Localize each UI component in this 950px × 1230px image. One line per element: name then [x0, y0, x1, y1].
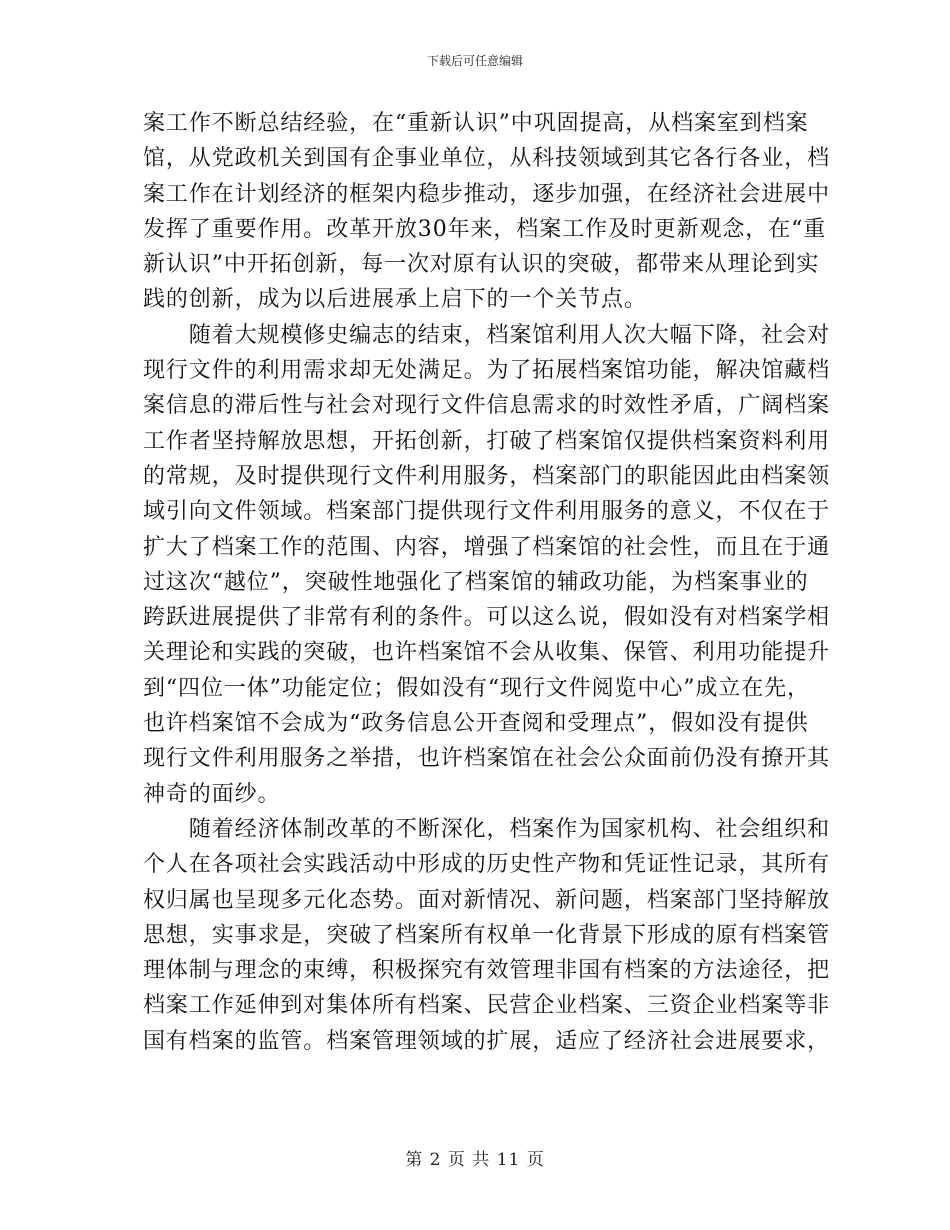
text-line: 个人在各项社会实践活动中形成的历史性产物和凭证性记录，其所有: [143, 852, 831, 878]
text-line: 馆，从党政机关到国有企事业单位，从科技领域到其它各行各业，档: [143, 146, 831, 172]
text-line: 跨跃进展提供了非常有利的条件。可以这么说，假如没有对档案学相: [143, 605, 831, 631]
text-line: 理体制与理念的束缚，积极探究有效管理非国有档案的方法途径，把: [143, 958, 831, 984]
text-line: 档案工作延伸到对集体所有档案、民营企业档案、三资企业档案等非: [143, 993, 831, 1019]
text-line: 现行文件的利用需求却无处满足。为了拓展档案馆功能，解决馆藏档: [143, 358, 831, 384]
text-line: 思想，实事求是，突破了档案所有权单一化背景下形成的原有档案管: [143, 922, 831, 948]
text-line: 关理论和实践的突破，也许档案馆不会从收集、保管、利用功能提升: [143, 640, 831, 666]
text-line: 现行文件利用服务之举措，也许档案馆在社会公众面前仍没有撩开其: [143, 746, 831, 772]
text-line: 案工作不断总结经验，在“重新认识”中巩固提高，从档案室到档案: [143, 111, 809, 136]
text-line: 神奇的面纱。: [143, 781, 281, 807]
text-line: 随着经济体制改革的不断深化，档案作为国家机构、社会组织和: [143, 816, 831, 842]
text-line: 的常规，及时提供现行文件利用服务，档案部门的职能因此由档案领: [143, 463, 831, 489]
text-line: 案工作在计划经济的框架内稳步推动，逐步加强，在经济社会进展中: [143, 181, 831, 207]
text-line: 随着大规模修史编志的结束，档案馆利用人次大幅下降，社会对: [143, 322, 831, 348]
text-line: 发挥了重要作用。改革开放30年来，档案工作及时更新观念，在“重: [143, 216, 827, 242]
text-line: 国有档案的监管。档案管理领域的扩展，适应了经济社会进展要求，: [143, 1028, 831, 1054]
text-line: 域引向文件领域。档案部门提供现行文件利用服务的意义，不仅在于: [143, 499, 831, 525]
text-line: 践的创新，成为以后进展承上启下的一个关节点。: [143, 287, 647, 313]
body-text: [143, 106, 831, 1059]
text-line: 权归属也呈现多元化态势。面对新情况、新问题，档案部门坚持解放: [143, 887, 831, 913]
text-line: 工作者坚持解放思想，开拓创新，打破了档案馆仅提供档案资料利用: [143, 428, 831, 454]
page-header: 下载后可任意编辑: [426, 54, 523, 68]
text-line: 新认识”中开拓创新，每一次对原有认识的突破，都带来从理论到实: [143, 252, 820, 278]
text-line: 扩大了档案工作的范围、内容，增强了档案馆的社会性，而且在于通: [143, 534, 831, 560]
text-line: 到“四位一体”功能定位；假如没有“现行文件阅览中心”成立在先，: [143, 675, 810, 701]
text-line: 也许档案馆不会成为“政务信息公开查阅和受理点”，假如没有提供: [143, 711, 809, 737]
page-footer: 第 2 页 共 11 页: [405, 1150, 545, 1170]
text-line: 案信息的滞后性与社会对现行文件信息需求的时效性矛盾，广阔档案: [143, 393, 831, 419]
text-line: 过这次“越位”，突破性地强化了档案馆的辅政功能，为档案事业的: [143, 569, 809, 595]
